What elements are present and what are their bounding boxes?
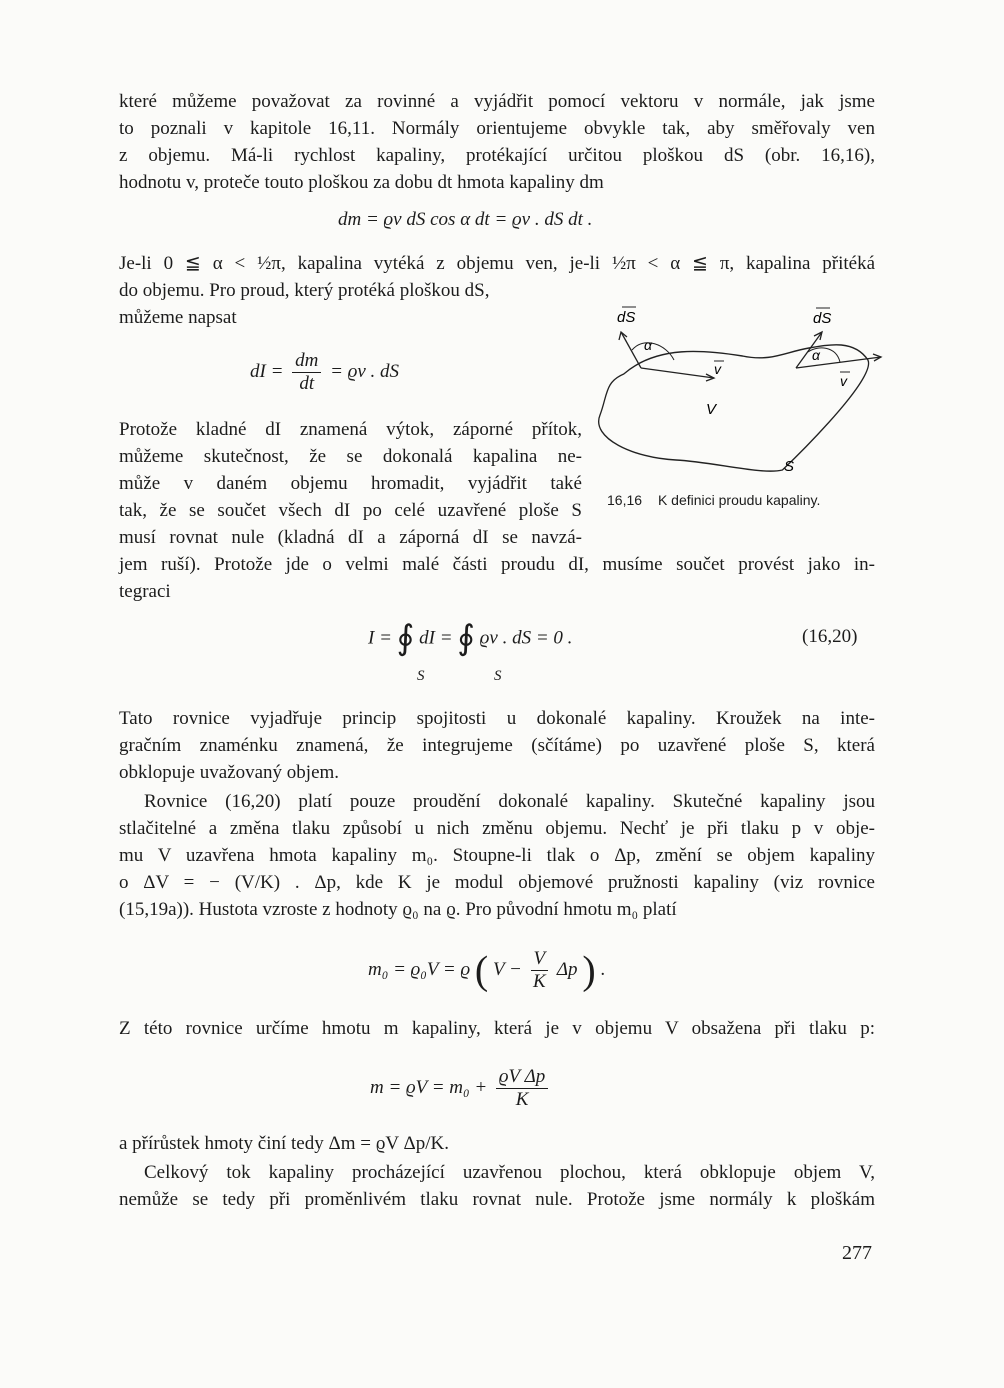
label-alpha: α	[644, 337, 652, 353]
text-line: jem ruší). Protože jde o velmi malé části proudu dI, musíme součet provést jako in-	[119, 554, 875, 575]
text-line: obklopuje uvažovaný objem.	[119, 762, 340, 783]
text-line: Z této rovnice určíme hmotu m kapaliny, která je v objemu V obsažena při tlaku p:	[119, 1018, 875, 1039]
text-line: tak, že se součet všech dI po celé uzavřené ploše S	[119, 500, 582, 521]
text-line: to poznali v kapitole 16,11. Normály orientujeme obvykle tak, aby směřovaly ven	[119, 118, 875, 139]
velocity-vector-left	[641, 368, 714, 378]
equation-m0	[368, 948, 605, 993]
eq-lhs: m = ϱV = m₀ +	[370, 1076, 488, 1098]
text-line: Rovnice (16,20) platí pouze proudění dokonalé kapaliny. Skutečné kapaliny jsou	[144, 791, 875, 812]
contour-integral-icon: ∮	[457, 620, 475, 657]
label-alpha: α	[812, 347, 820, 363]
fraction	[292, 350, 321, 395]
eq-lhs: dI =	[250, 360, 284, 382]
text-line: můžeme napsat	[119, 307, 237, 328]
equation-number: (16,20)	[802, 626, 858, 647]
eq-rhs: = ϱv . dS	[330, 360, 400, 382]
eq-part: dI =	[419, 627, 453, 649]
text-line: z objemu. Má-li rychlost kapaliny, protékající určitou ploškou dS (obr. 16,16),	[119, 145, 875, 166]
paren-close: )	[582, 947, 596, 993]
eq-lhs: m₀ = ϱ₀V = ϱ	[368, 958, 471, 980]
fraction-numerator: ϱV Δp	[496, 1066, 548, 1089]
text-line: (15,19a)). Hustota vzroste z hodnoty ϱ₀ na ϱ. Pro původní hmotu m₀ platí	[119, 899, 677, 920]
fraction-denominator: dt	[299, 373, 315, 394]
label-surface: S	[784, 458, 795, 475]
fraction-numerator: dm	[292, 350, 321, 373]
eq-part: ϱv . dS = 0 .	[479, 627, 573, 649]
text-line: Celkový tok kapaliny procházející uzavřenou plochou, která obklopuje objem V,	[144, 1162, 875, 1183]
fraction-denominator: K	[533, 971, 546, 992]
equation-integral	[368, 622, 572, 656]
text-line: hodnotu v, proteče touto ploškou za dobu dt hmota kapaliny dm	[119, 172, 604, 193]
text-line: tegraci	[119, 581, 171, 602]
fraction	[531, 948, 549, 993]
contour-integral-icon: ∮	[396, 620, 415, 657]
text-line: může v daném objemu hromadit, vyjádřit také	[119, 473, 582, 494]
text-line: můžeme skutečnost, že se dokonalá kapalina ne-	[119, 446, 582, 467]
figure-caption	[607, 492, 820, 508]
text-line: mu V uzavřena hmota kapaliny m₀. Stoupne-li tlak o Δp, změní se objem kapaliny	[119, 845, 875, 866]
text-line: Tato rovnice vyjadřuje princip spojitosti u dokonalé kapaliny. Kroužek na inte-	[119, 708, 875, 729]
text-line: které můžeme považovat za rovinné a vyjádřit pomocí vektoru v normále, jak jsme	[119, 91, 875, 112]
eq-end: .	[600, 958, 606, 980]
paren-open: (	[474, 947, 489, 993]
fraction-numerator: V	[531, 948, 549, 971]
label-dS-right: dS	[813, 310, 832, 327]
text-line: o ΔV = − (V/K) . Δp, kde K je modul objemové pružnosti kapaliny (viz rovnice	[119, 872, 875, 893]
text-line: Je-li 0 ≦ α < ½π, kapalina vytéká z objemu ven, je-li ½π < α ≦ π, kapalina přitéká	[119, 253, 875, 274]
label-dS-left: dS	[617, 309, 636, 326]
fraction-denominator: K	[515, 1089, 529, 1110]
integral-subscript: S	[417, 668, 425, 684]
text-line: Protože kladné dI znamená výtok, záporné přítok,	[119, 419, 582, 440]
label-v-right: v	[840, 373, 847, 389]
equation-dI	[250, 350, 399, 395]
equation-dm: dm = ϱv dS cos α dt = ϱv . dS dt .	[338, 209, 593, 230]
text-line: a přírůstek hmoty činí tedy Δm = ϱV Δp/K.	[119, 1133, 449, 1154]
integral-subscript: S	[494, 668, 502, 684]
figure-16-16	[596, 290, 896, 500]
text-line: musí rovnat nule (kladná dI a záporná dI se navzá-	[119, 527, 582, 548]
caption-text: K definici proudu kapaliny.	[657, 492, 821, 508]
eq-part: I =	[368, 627, 392, 649]
eq-inner: V −	[492, 958, 522, 980]
label-volume: V	[706, 401, 717, 418]
text-line: nemůže se tedy při proměnlivém tlaku rovnat nule. Protože jsme normály k ploškám	[119, 1189, 875, 1210]
text-line: gračním znaménku znamená, že integrujeme (sčítáme) po uzavřené ploše S, která	[119, 735, 875, 756]
eq-inner: Δp	[556, 958, 578, 980]
equation-m	[370, 1066, 552, 1111]
fraction	[496, 1066, 548, 1111]
text-line: stlačitelné a změna tlaku způsobí u nich změnu objemu. Nechť je při tlaku p v obje-	[119, 818, 875, 839]
normal-vector-left	[621, 332, 641, 368]
page-number: 277	[842, 1242, 872, 1264]
label-v-left: v	[714, 361, 721, 377]
caption-number: 16,16	[607, 492, 643, 508]
text-line: do objemu. Pro proud, který protéká ploškou dS,	[119, 280, 490, 301]
